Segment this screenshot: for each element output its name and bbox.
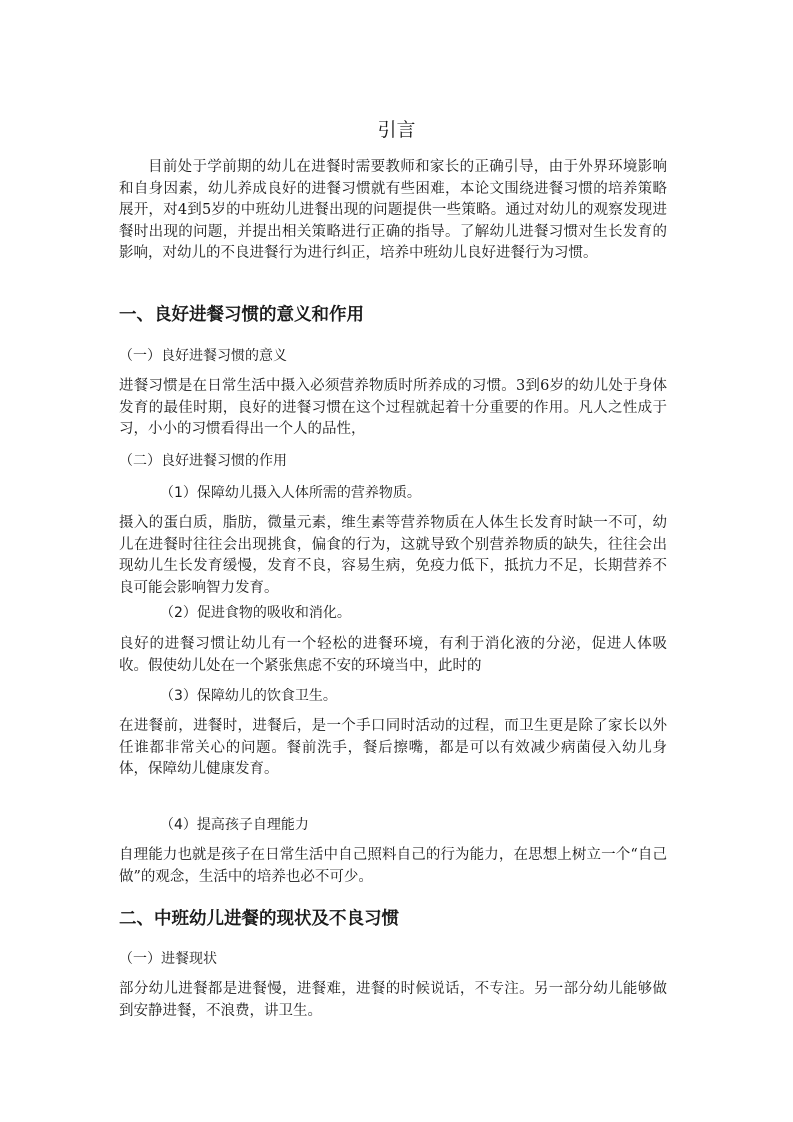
section-1-2-heading: （二）良好进餐习惯的作用	[119, 453, 287, 469]
section-2-1-text: 部分幼儿进餐都是进餐慢，进餐难，进餐的时候说话，不专注。另一部分幼儿能够做到安静进餐，不浪费，讲卫生。	[119, 981, 667, 1019]
document-title: 引言	[377, 119, 416, 141]
section-2-1-heading: （一）进餐现状	[119, 951, 217, 967]
section-2-heading: 二、中班幼儿进餐的现状及不良习惯	[119, 909, 399, 929]
item-4-heading: （4）提高孩子自理能力	[160, 817, 309, 833]
item-3-heading: （3）保障幼儿的饮食卫生。	[160, 688, 337, 704]
item-1-heading: （1）保障幼儿摄入人体所需的营养物质。	[160, 485, 421, 501]
intro-paragraph: 目前处于学前期的幼儿在进餐时需要教师和家长的正确引导，由于外界环境影响和自身因素，幼儿养成良好的进餐习惯就有些困难，本论文围绕进餐习惯的培养策略展开，对4到5岁的中班幼儿进餐出现的问题提供一些策略。通过对幼儿的观察发现进餐时出现的问题，并提出相关策略进行正确的指导。了解幼儿进餐习惯对生长发育的影响，对幼儿的不良进餐行为进行纠正，培养中班幼儿良好进餐行为习惯。	[119, 159, 667, 261]
section-1-1-text: 进餐习惯是在日常生活中摄入必须营养物质时所养成的习惯。3到6岁的幼儿处于身体发育的最佳时期，良好的进餐习惯在这个过程就起着十分重要的作用。凡人之性成于习，小小的习惯看得出一个人的品性，	[119, 378, 667, 437]
item-4-text: 自理能力也就是孩子在日常生活中自己照料自己的行为能力，在思想上树立一个“自己做”的观念，生活中的培养也必不可少。	[119, 847, 667, 885]
item-2-heading: （2）促进食物的吸收和消化。	[160, 605, 351, 621]
item-3-text: 在进餐前，进餐时，进餐后，是一个手口同时活动的过程，而卫生更是除了家长以外任谁都非常关心的问题。餐前洗手，餐后擦嘴，都是可以有效减少病菌侵入幼儿身体，保障幼儿健康发育。	[119, 718, 667, 777]
item-1-text: 摄入的蛋白质，脂肪，微量元素，维生素等营养物质在人体生长发育时缺一不可，幼儿在进餐时往往会出现挑食，偏食的行为，这就导致个别营养物质的缺失，往往会出现幼儿生长发育缓慢，发育不良，容易生病，免疫力低下，抵抗力不足，长期营养不良可能会影响智力发育。	[119, 515, 667, 596]
section-1-1-heading: （一）良好进餐习惯的意义	[119, 348, 287, 364]
item-2-text: 良好的进餐习惯让幼儿有一个轻松的进餐环境，有利于消化液的分泌，促进人体吸收。假使幼儿处在一个紧张焦虑不安的环境当中，此时的	[119, 636, 667, 674]
section-1-heading: 一、良好进餐习惯的意义和作用	[119, 305, 364, 325]
